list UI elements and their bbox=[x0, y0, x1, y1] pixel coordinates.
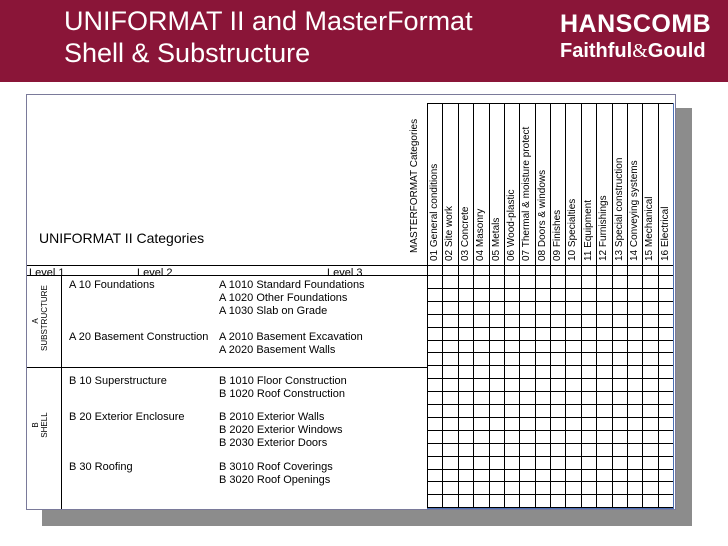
masterformat-column-label: 14 Conveying systems bbox=[628, 160, 640, 261]
masterformat-column-label: 02 Site work bbox=[444, 205, 456, 261]
group-name: SHELL bbox=[40, 412, 49, 438]
company-logo-bottom bbox=[560, 40, 706, 63]
logo-ampersand: & bbox=[632, 40, 648, 62]
level2-item: B 10 Superstructure bbox=[69, 375, 167, 387]
level3-item: B 2030 Exterior Doors bbox=[219, 437, 328, 449]
grid-column-line bbox=[458, 103, 459, 509]
masterformat-column-label: 01 General conditions bbox=[429, 163, 440, 261]
level3-item: A 1020 Other Foundations bbox=[219, 292, 348, 304]
grid-column-line bbox=[673, 103, 674, 509]
grid-column-line bbox=[535, 103, 536, 509]
masterformat-column-label: 16 Electrical bbox=[659, 206, 671, 261]
level3-item: B 1010 Floor Construction bbox=[219, 375, 347, 387]
slide-title-line-2: Shell & Substructure bbox=[64, 38, 311, 68]
grid-row-line bbox=[427, 430, 673, 431]
level3-item: B 1020 Roof Construction bbox=[219, 388, 345, 400]
masterformat-column-label: 09 Finishes bbox=[552, 209, 563, 261]
level3-item: A 1010 Standard Foundations bbox=[219, 279, 365, 291]
masterformat-column-label: 15 Mechanical bbox=[644, 196, 656, 261]
company-logo-top: HANSCOMB bbox=[560, 10, 712, 38]
grid-row-line bbox=[427, 288, 673, 289]
grid-row-line bbox=[427, 456, 673, 457]
grid-row-line bbox=[427, 443, 673, 444]
grid-top-line bbox=[427, 103, 673, 104]
level2-header: Level 2 bbox=[137, 267, 173, 279]
level3-item: A 2020 Basement Walls bbox=[219, 344, 336, 356]
grid-column-line bbox=[489, 103, 490, 509]
grid-row-line bbox=[427, 314, 673, 315]
level3-item: B 2020 Exterior Windows bbox=[219, 424, 343, 436]
grid-row-line bbox=[427, 417, 673, 418]
grid-row-line bbox=[427, 365, 673, 366]
grid-row-line bbox=[427, 494, 673, 495]
grid-bottom-line bbox=[427, 508, 673, 509]
grid-column-line bbox=[642, 103, 643, 509]
group-code: A bbox=[31, 318, 40, 324]
grid-row-line bbox=[427, 352, 673, 353]
masterformat-column-label: 08 Doors & windows bbox=[536, 169, 548, 261]
masterformat-column-label: 07 Thermal & moisture protect bbox=[521, 126, 533, 261]
classification-matrix bbox=[26, 94, 676, 510]
grid-row-line bbox=[427, 391, 673, 392]
grid-row-line bbox=[427, 469, 673, 470]
grid-column-line bbox=[596, 103, 597, 509]
grid-column-line bbox=[565, 103, 566, 509]
masterformat-column-label: 11 Equipment bbox=[582, 200, 594, 261]
level3-item: B 3010 Roof Coverings bbox=[219, 461, 333, 473]
masterformat-column-label: 03 Concrete bbox=[459, 206, 471, 261]
title-banner bbox=[0, 0, 728, 82]
grid-column-line bbox=[581, 103, 582, 509]
grid-column-line bbox=[473, 103, 474, 509]
grid-column-line bbox=[427, 103, 428, 509]
grid-column-line bbox=[612, 103, 613, 509]
masterformat-column-label: 06 Wood-plastic bbox=[505, 189, 517, 261]
level3-header: Level 3 bbox=[327, 267, 363, 279]
masterformat-column-label: 12 Furnishings bbox=[598, 195, 610, 261]
grid-column-line bbox=[627, 103, 628, 509]
level1-header: Level 1 bbox=[29, 267, 65, 279]
grid-row-line bbox=[427, 301, 673, 302]
level3-item: B 3020 Roof Openings bbox=[219, 474, 331, 486]
group-code: B bbox=[31, 422, 40, 428]
group-label bbox=[31, 395, 49, 455]
group-name: SUBSTRUCTURE bbox=[40, 285, 49, 351]
masterformat-column-label: 04 Masonry bbox=[475, 208, 487, 261]
level2-item: A 20 Basement Construction bbox=[69, 331, 209, 343]
level2-item: A 10 Foundations bbox=[69, 279, 155, 291]
group-label bbox=[31, 285, 49, 351]
grid-row-line bbox=[427, 481, 673, 482]
masterformat-column-label: 05 Metals bbox=[490, 217, 502, 261]
uniformat-title: UNIFORMAT II Categories bbox=[39, 230, 205, 246]
grid-row-line bbox=[427, 404, 673, 405]
logo-gould: Gould bbox=[647, 40, 706, 62]
level2-item: B 20 Exterior Enclosure bbox=[69, 411, 185, 423]
grid-column-line bbox=[442, 103, 443, 509]
level3-item: B 2010 Exterior Walls bbox=[219, 411, 325, 423]
grid-row-line bbox=[427, 378, 673, 379]
grid-row-line bbox=[427, 327, 673, 328]
level2-item: B 30 Roofing bbox=[69, 461, 133, 473]
slide-title-line-1: UNIFORMAT II and MasterFormat bbox=[64, 6, 473, 36]
masterformat-column-label: 13 Special construction bbox=[613, 157, 625, 261]
masterformat-title: MASTERFORMAT Categories bbox=[409, 118, 420, 253]
header-divider bbox=[27, 265, 673, 266]
masterformat-column-label: 10 Specialties bbox=[567, 198, 579, 261]
grid-column-line bbox=[658, 103, 659, 509]
group-divider bbox=[27, 367, 427, 368]
level3-item: A 1030 Slab on Grade bbox=[219, 305, 328, 317]
grid-column-line bbox=[504, 103, 505, 509]
grid-row-line bbox=[427, 340, 673, 341]
logo-faithful: Faithful bbox=[560, 40, 633, 62]
level1-divider bbox=[61, 275, 62, 509]
grid-column-line bbox=[550, 103, 551, 509]
level3-item: A 2010 Basement Excavation bbox=[219, 331, 363, 343]
